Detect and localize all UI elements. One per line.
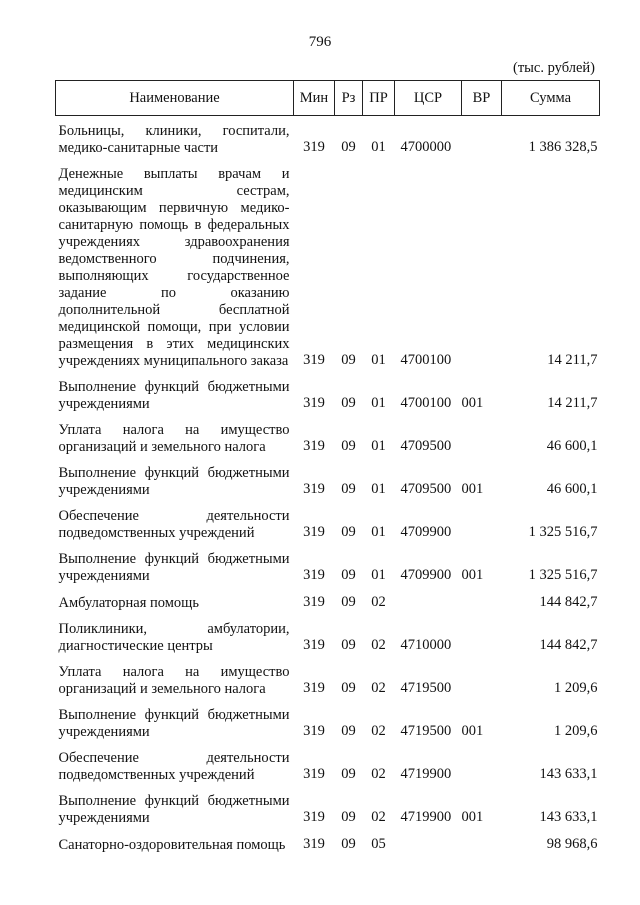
row-csr: 4719500	[400, 680, 452, 696]
row-rz: 09	[341, 438, 356, 454]
row-sum: 1 325 516,7	[528, 524, 598, 540]
row-name: Больницы, клиники, госпитали, медико-санитарные части	[58, 123, 290, 156]
table-row	[56, 786, 600, 829]
row-rz: 09	[341, 594, 356, 610]
row-vr	[462, 587, 502, 614]
header-name: Наименование	[56, 81, 294, 116]
row-name: Выполнение функций бюджетными учреждениями	[58, 707, 290, 740]
row-vr	[462, 116, 502, 160]
row-pr: 01	[371, 438, 386, 454]
row-vr	[462, 614, 502, 657]
row-vr	[462, 159, 502, 372]
row-rz: 09	[341, 809, 356, 825]
row-csr: 4700100	[400, 352, 452, 368]
row-sum: 1 209,6	[554, 723, 598, 739]
row-vr	[462, 657, 502, 700]
row-min: 319	[303, 567, 325, 583]
row-vr: 001	[461, 809, 484, 825]
row-sum: 1 325 516,7	[528, 567, 598, 583]
row-csr: 4709900	[400, 567, 452, 583]
header-pr: ПР	[363, 81, 395, 116]
row-sum: 14 211,7	[547, 352, 598, 368]
row-sum: 46 600,1	[546, 481, 598, 497]
row-csr: 4710000	[400, 637, 452, 653]
table-row	[56, 544, 600, 587]
table-row	[56, 159, 600, 372]
row-pr: 02	[371, 766, 386, 782]
table-row	[56, 587, 600, 614]
row-csr: 4709500	[400, 438, 452, 454]
row-csr: 4709500	[400, 481, 452, 497]
row-name: Денежные выплаты врачам и медицинским сестрам, оказывающим первичную медико-санитарную помощь в федеральных учреждениях здравоохранения ведомственного подчинения, выполняющих государственное задание по оказанию дополнительной бесплатной медицинской помощи, при условии размещения в этих медицинских учреждениях муниципального заказа	[58, 166, 290, 369]
row-vr	[462, 829, 502, 856]
row-name: Обеспечение деятельности подведомственных учреждений	[58, 750, 290, 783]
row-pr: 05	[371, 836, 386, 852]
row-vr	[462, 415, 502, 458]
row-sum: 1 386 328,5	[528, 139, 598, 155]
row-min: 319	[303, 395, 325, 411]
row-rz: 09	[341, 637, 356, 653]
row-rz: 09	[341, 139, 356, 155]
row-sum: 143 633,1	[539, 809, 598, 825]
row-pr: 01	[371, 481, 386, 497]
row-csr: 4700100	[400, 395, 452, 411]
row-csr	[395, 829, 462, 856]
row-vr: 001	[461, 395, 484, 411]
header-sum: Сумма	[502, 81, 600, 116]
row-pr: 01	[371, 139, 386, 155]
header-min: Мин	[294, 81, 335, 116]
row-sum: 98 968,6	[546, 836, 598, 852]
row-name: Амбулаторная помощь	[58, 595, 199, 611]
row-csr: 4719900	[400, 809, 452, 825]
row-pr: 01	[371, 524, 386, 540]
row-vr: 001	[461, 723, 484, 739]
row-vr: 001	[461, 567, 484, 583]
row-csr: 4700000	[400, 139, 452, 155]
row-min: 319	[303, 766, 325, 782]
row-name: Выполнение функций бюджетными учреждениями	[58, 551, 290, 584]
row-min: 319	[303, 352, 325, 368]
row-min: 319	[303, 524, 325, 540]
row-rz: 09	[341, 481, 356, 497]
row-rz: 09	[341, 680, 356, 696]
row-name: Уплата налога на имущество организаций и земельного налога	[58, 422, 290, 455]
row-sum: 14 211,7	[547, 395, 598, 411]
row-pr: 02	[371, 809, 386, 825]
row-csr: 4719500	[400, 723, 452, 739]
row-sum: 143 633,1	[539, 766, 598, 782]
row-pr: 01	[371, 395, 386, 411]
table-row	[56, 501, 600, 544]
row-min: 319	[303, 836, 325, 852]
row-csr: 4709900	[400, 524, 452, 540]
header-vr: ВР	[462, 81, 502, 116]
row-rz: 09	[341, 836, 356, 852]
row-min: 319	[303, 809, 325, 825]
row-name: Поликлиники, амбулатории, диагностические центры	[58, 621, 290, 654]
budget-table	[55, 80, 600, 856]
row-sum: 144 842,7	[539, 637, 598, 653]
row-csr	[395, 587, 462, 614]
row-vr	[462, 501, 502, 544]
row-sum: 144 842,7	[539, 594, 598, 610]
row-vr: 001	[461, 481, 484, 497]
table-row	[56, 415, 600, 458]
row-min: 319	[303, 637, 325, 653]
row-pr: 02	[371, 594, 386, 610]
row-pr: 01	[371, 352, 386, 368]
row-min: 319	[303, 594, 325, 610]
row-name: Выполнение функций бюджетными учреждениями	[58, 465, 290, 498]
row-rz: 09	[341, 395, 356, 411]
row-sum: 46 600,1	[546, 438, 598, 454]
row-min: 319	[303, 139, 325, 155]
row-pr: 01	[371, 567, 386, 583]
header-csr: ЦСР	[395, 81, 462, 116]
row-vr	[462, 743, 502, 786]
table-row	[56, 829, 600, 856]
row-csr: 4719900	[400, 766, 452, 782]
table-header-row	[56, 81, 600, 116]
row-pr: 02	[371, 680, 386, 696]
table-row	[56, 614, 600, 657]
table-row	[56, 116, 600, 160]
row-rz: 09	[341, 766, 356, 782]
row-name: Выполнение функций бюджетными учреждениями	[58, 793, 290, 826]
table-row	[56, 458, 600, 501]
row-sum: 1 209,6	[554, 680, 598, 696]
row-pr: 02	[371, 637, 386, 653]
table-row	[56, 700, 600, 743]
row-rz: 09	[341, 352, 356, 368]
row-min: 319	[303, 438, 325, 454]
table-row	[56, 372, 600, 415]
units-label: (тыс. рублей)	[513, 60, 595, 76]
row-name: Обеспечение деятельности подведомственных учреждений	[58, 508, 290, 541]
row-name: Уплата налога на имущество организаций и земельного налога	[58, 664, 290, 697]
row-name: Выполнение функций бюджетными учреждениями	[58, 379, 290, 412]
row-min: 319	[303, 723, 325, 739]
row-name: Санаторно-оздоровительная помощь	[58, 837, 286, 853]
table-row	[56, 657, 600, 700]
row-min: 319	[303, 680, 325, 696]
row-rz: 09	[341, 567, 356, 583]
row-rz: 09	[341, 723, 356, 739]
row-min: 319	[303, 481, 325, 497]
header-rz: Рз	[335, 81, 363, 116]
row-pr: 02	[371, 723, 386, 739]
table-row	[56, 743, 600, 786]
row-rz: 09	[341, 524, 356, 540]
page-number: 796	[308, 34, 332, 50]
